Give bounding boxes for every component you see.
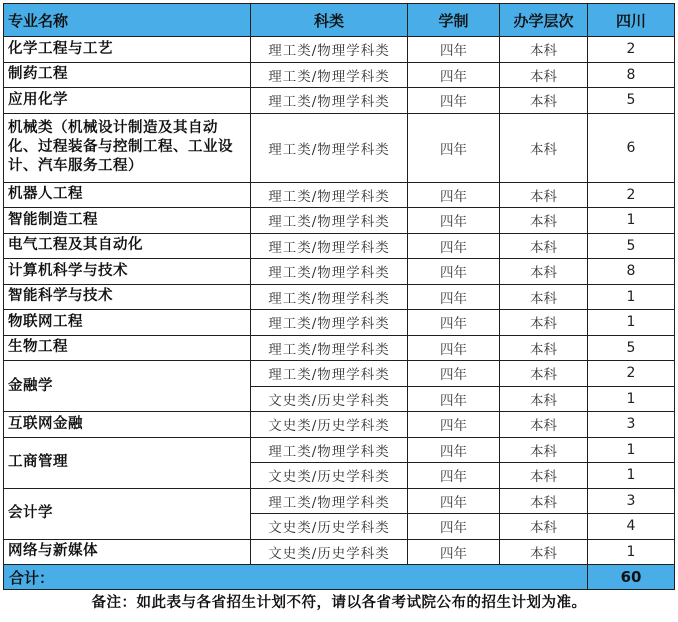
subject-type-cell: 理工类/物理学科类 — [251, 335, 408, 361]
subject-type-cell: 理工类/物理学科类 — [251, 88, 408, 114]
subject-type-cell: 文史类/历史学科类 — [251, 514, 408, 540]
major-name-cell: 制药工程 — [4, 62, 251, 88]
quota-cell: 5 — [588, 335, 675, 361]
header-subject-type: 科类 — [251, 4, 408, 37]
quota-cell: 2 — [588, 182, 675, 208]
total-label: 合计： — [4, 565, 588, 590]
duration-cell: 四年 — [408, 361, 500, 387]
quota-cell: 3 — [588, 412, 675, 438]
table-row — [4, 113, 675, 182]
header-region-sichuan: 四川 — [588, 4, 675, 37]
quota-cell: 1 — [588, 386, 675, 412]
total-value: 60 — [588, 565, 675, 590]
table-row — [4, 361, 675, 387]
major-name-cell: 物联网工程 — [4, 310, 251, 336]
duration-cell: 四年 — [408, 284, 500, 310]
table-row — [4, 37, 675, 63]
level-cell: 本科 — [500, 386, 588, 412]
subject-type-cell: 理工类/物理学科类 — [251, 37, 408, 63]
duration-cell: 四年 — [408, 310, 500, 336]
major-name-cell: 互联网金融 — [4, 412, 251, 438]
subject-type-cell: 理工类/物理学科类 — [251, 62, 408, 88]
duration-cell: 四年 — [408, 539, 500, 565]
table-row — [4, 62, 675, 88]
duration-cell: 四年 — [408, 463, 500, 489]
major-name-cell: 应用化学 — [4, 88, 251, 114]
quota-cell: 5 — [588, 233, 675, 259]
duration-cell: 四年 — [408, 233, 500, 259]
quota-cell: 1 — [588, 284, 675, 310]
table-row — [4, 539, 675, 565]
duration-cell: 四年 — [408, 488, 500, 514]
level-cell: 本科 — [500, 437, 588, 463]
level-cell: 本科 — [500, 62, 588, 88]
quota-cell: 1 — [588, 539, 675, 565]
subject-type-cell: 理工类/物理学科类 — [251, 182, 408, 208]
major-name-cell: 智能科学与技术 — [4, 284, 251, 310]
duration-cell: 四年 — [408, 62, 500, 88]
table-row — [4, 310, 675, 336]
quota-cell: 8 — [588, 259, 675, 285]
quota-cell: 2 — [588, 361, 675, 387]
level-cell: 本科 — [500, 233, 588, 259]
level-cell: 本科 — [500, 514, 588, 540]
duration-cell: 四年 — [408, 437, 500, 463]
table-row — [4, 284, 675, 310]
table-row — [4, 208, 675, 234]
major-name-cell: 生物工程 — [4, 335, 251, 361]
quota-cell: 1 — [588, 437, 675, 463]
major-name-cell: 网络与新媒体 — [4, 539, 251, 565]
total-row — [4, 565, 675, 590]
major-name-cell: 会计学 — [4, 488, 251, 539]
level-cell: 本科 — [500, 463, 588, 489]
quota-cell: 1 — [588, 310, 675, 336]
major-name-cell: 电气工程及其自动化 — [4, 233, 251, 259]
subject-type-cell: 文史类/历史学科类 — [251, 412, 408, 438]
table-row — [4, 88, 675, 114]
table-row — [4, 233, 675, 259]
quota-cell: 2 — [588, 37, 675, 63]
quota-cell: 6 — [588, 113, 675, 182]
subject-type-cell: 理工类/物理学科类 — [251, 310, 408, 336]
major-name-cell: 智能制造工程 — [4, 208, 251, 234]
level-cell: 本科 — [500, 88, 588, 114]
header-major-name: 专业名称 — [4, 4, 251, 37]
quota-cell: 5 — [588, 88, 675, 114]
level-cell: 本科 — [500, 37, 588, 63]
table-row — [4, 437, 675, 463]
duration-cell: 四年 — [408, 412, 500, 438]
subject-type-cell: 理工类/物理学科类 — [251, 284, 408, 310]
note-row — [4, 590, 675, 613]
level-cell: 本科 — [500, 259, 588, 285]
subject-type-cell: 理工类/物理学科类 — [251, 113, 408, 182]
major-name-cell: 计算机科学与技术 — [4, 259, 251, 285]
level-cell: 本科 — [500, 310, 588, 336]
level-cell: 本科 — [500, 113, 588, 182]
table-header-row — [4, 4, 675, 37]
footnote-text: 备注：如此表与各省招生计划不符，请以各省考试院公布的招生计划为准。 — [4, 590, 675, 613]
level-cell: 本科 — [500, 182, 588, 208]
table-row — [4, 182, 675, 208]
duration-cell: 四年 — [408, 113, 500, 182]
level-cell: 本科 — [500, 335, 588, 361]
major-name-cell: 机器人工程 — [4, 182, 251, 208]
level-cell: 本科 — [500, 284, 588, 310]
duration-cell: 四年 — [408, 182, 500, 208]
duration-cell: 四年 — [408, 259, 500, 285]
table-row — [4, 259, 675, 285]
table-row — [4, 412, 675, 438]
duration-cell: 四年 — [408, 88, 500, 114]
subject-type-cell: 文史类/历史学科类 — [251, 539, 408, 565]
table-row — [4, 335, 675, 361]
major-name-cell: 化学工程与工艺 — [4, 37, 251, 63]
duration-cell: 四年 — [408, 37, 500, 63]
header-duration: 学制 — [408, 4, 500, 37]
subject-type-cell: 理工类/物理学科类 — [251, 208, 408, 234]
duration-cell: 四年 — [408, 386, 500, 412]
quota-cell: 1 — [588, 463, 675, 489]
enrollment-plan-table — [3, 3, 675, 612]
subject-type-cell: 理工类/物理学科类 — [251, 488, 408, 514]
duration-cell: 四年 — [408, 335, 500, 361]
quota-cell: 8 — [588, 62, 675, 88]
subject-type-cell: 文史类/历史学科类 — [251, 386, 408, 412]
duration-cell: 四年 — [408, 208, 500, 234]
level-cell: 本科 — [500, 488, 588, 514]
level-cell: 本科 — [500, 208, 588, 234]
major-name-cell: 工商管理 — [4, 437, 251, 488]
subject-type-cell: 文史类/历史学科类 — [251, 463, 408, 489]
level-cell: 本科 — [500, 539, 588, 565]
table-row — [4, 488, 675, 514]
header-education-level: 办学层次 — [500, 4, 588, 37]
major-name-cell: 金融学 — [4, 361, 251, 412]
subject-type-cell: 理工类/物理学科类 — [251, 437, 408, 463]
major-name-cell: 机械类（机械设计制造及其自动化、过程装备与控制工程、工业设计、汽车服务工程） — [4, 113, 251, 182]
quota-cell: 4 — [588, 514, 675, 540]
duration-cell: 四年 — [408, 514, 500, 540]
quota-cell: 1 — [588, 208, 675, 234]
level-cell: 本科 — [500, 412, 588, 438]
subject-type-cell: 理工类/物理学科类 — [251, 259, 408, 285]
quota-cell: 3 — [588, 488, 675, 514]
level-cell: 本科 — [500, 361, 588, 387]
subject-type-cell: 理工类/物理学科类 — [251, 233, 408, 259]
subject-type-cell: 理工类/物理学科类 — [251, 361, 408, 387]
